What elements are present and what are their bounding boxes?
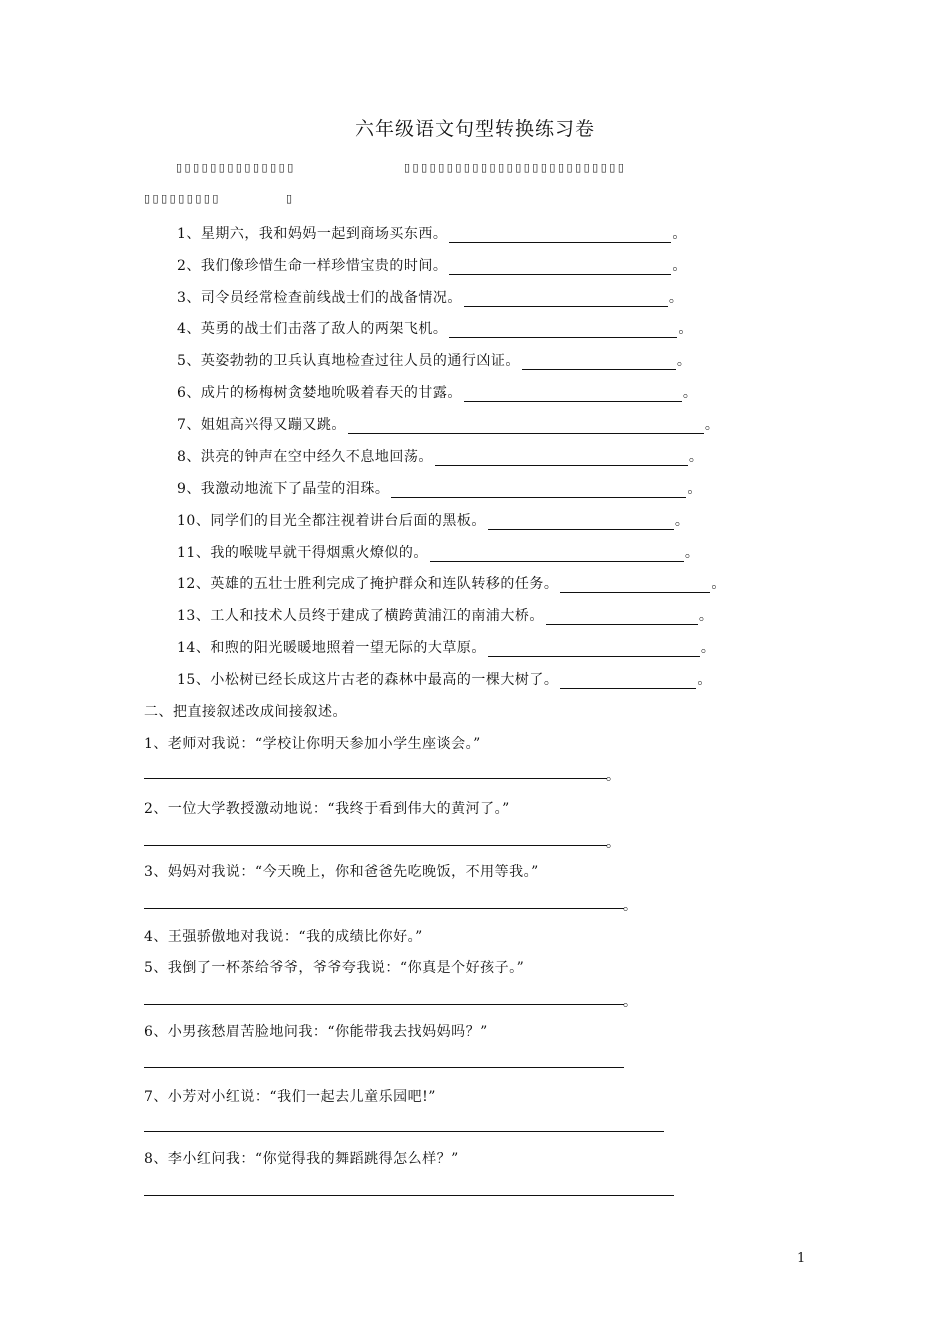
exercise-sentence: 8、李小红问我：“你觉得我的舞蹈跳得怎么样？” xyxy=(144,1151,459,1167)
period: 。 xyxy=(698,608,714,624)
exercise-sentence: 9、我激动地流下了晶莹的泪珠。 xyxy=(177,481,390,497)
exercise-sentence: 11、我的喉咙早就干得烟熏火燎似的。 xyxy=(177,545,428,561)
period: 。 xyxy=(688,449,704,465)
exercise-item xyxy=(177,446,703,466)
answer-blank[interactable] xyxy=(449,228,671,243)
exercise-sentence: 7、小芳对小红说：“我们一起去儿童乐园吧!” xyxy=(144,1089,436,1105)
exercise-sentence: 8、洪亮的钟声在空中经久不息地回荡。 xyxy=(177,449,433,465)
answer-blank[interactable] xyxy=(391,483,686,498)
exercise-sentence: 13、工人和技术人员终于建成了横跨黄浦江的南浦大桥。 xyxy=(177,608,544,624)
answer-line[interactable] xyxy=(144,908,624,909)
garbled-text: ▯ xyxy=(286,192,295,205)
answer-blank[interactable] xyxy=(488,642,700,657)
answer-blank[interactable] xyxy=(348,419,704,434)
exercise-sentence: 1、星期六，我和妈妈一起到商场买东西。 xyxy=(177,226,448,242)
period: 。 xyxy=(697,672,712,688)
exercise-sentence: 7、姐姐高兴得又蹦又跳。 xyxy=(177,417,346,433)
exercise-sentence: 4、英勇的战士们击落了敌人的两架飞机。 xyxy=(177,321,448,337)
answer-line[interactable] xyxy=(144,845,607,846)
period: 。 xyxy=(668,290,684,306)
period: 。 xyxy=(678,321,693,337)
answer-blank[interactable] xyxy=(560,674,696,689)
exercise-sentence: 2、一位大学教授激动地说：“我终于看到伟大的黄河了。” xyxy=(144,801,510,817)
period: 。 xyxy=(687,481,702,497)
exercise-sentence: 10、同学们的目光全都注视着讲台后面的黑板。 xyxy=(177,513,486,529)
answer-line[interactable] xyxy=(144,778,607,779)
exercise-item xyxy=(177,669,712,689)
period: 。 xyxy=(623,994,637,1010)
exercise-item xyxy=(177,287,683,307)
answer-blank[interactable] xyxy=(464,387,682,402)
answer-line[interactable] xyxy=(144,1067,624,1068)
period: 。 xyxy=(684,545,700,561)
period: 。 xyxy=(711,576,726,592)
exercise-sentence: 12、英雄的五壮士胜利完成了掩护群众和连队转移的任务。 xyxy=(177,576,559,592)
section-heading: 二、把直接叙述改成间接叙述。 xyxy=(144,704,347,720)
answer-blank[interactable] xyxy=(560,578,710,593)
garbled-text: ▯▯▯▯▯▯▯▯▯▯▯▯▯▯ xyxy=(176,161,296,174)
exercise-item xyxy=(177,637,715,657)
exercise-item xyxy=(177,605,713,625)
period: 。 xyxy=(704,417,720,433)
exercise-item xyxy=(177,223,687,243)
page-title: 六年级语文句型转换练习卷 xyxy=(354,118,595,140)
exercise-sentence: 3、司令员经常检查前线战士们的战备情况。 xyxy=(177,290,462,306)
period: 。 xyxy=(682,385,698,401)
exercise-item xyxy=(177,573,726,593)
period: 。 xyxy=(672,258,687,274)
exercise-item xyxy=(177,318,693,338)
exercise-sentence: 3、妈妈对我说：“今天晚上，你和爸爸先吃晚饭，不用等我。” xyxy=(144,864,539,880)
page-number: 1 xyxy=(797,1251,806,1266)
answer-blank[interactable] xyxy=(430,547,684,562)
period: 。 xyxy=(674,513,690,529)
period: 。 xyxy=(676,353,692,369)
answer-blank[interactable] xyxy=(449,323,677,338)
exercise-sentence: 6、成片的杨梅树贪婪地吮吸着春天的甘露。 xyxy=(177,385,462,401)
exercise-item xyxy=(177,382,697,402)
exercise-item xyxy=(177,542,699,562)
exercise-sentence: 14、和煦的阳光暖暖地照着一望无际的大草原。 xyxy=(177,640,486,656)
exercise-sentence: 6、小男孩愁眉苦脸地问我：“你能带我去找妈妈吗？” xyxy=(144,1024,488,1040)
period: 。 xyxy=(623,898,637,914)
garbled-text: ▯▯▯▯▯▯▯▯▯▯▯▯▯▯▯▯▯▯▯▯▯▯▯▯▯▯ xyxy=(404,161,627,174)
exercise-item xyxy=(177,510,689,530)
answer-blank[interactable] xyxy=(464,292,668,307)
garbled-text: ▯▯▯▯▯▯▯▯▯ xyxy=(144,192,221,205)
period: 。 xyxy=(606,768,620,784)
exercise-item xyxy=(177,350,691,370)
exercise-sentence: 2、我们像珍惜生命一样珍惜宝贵的时间。 xyxy=(177,258,448,274)
answer-blank[interactable] xyxy=(546,610,698,625)
exercise-item xyxy=(177,478,702,498)
exercise-item xyxy=(177,414,719,434)
exercise-sentence: 4、王强骄傲地对我说：“我的成绩比你好。” xyxy=(144,929,423,945)
period: 。 xyxy=(672,226,687,242)
answer-blank[interactable] xyxy=(435,451,688,466)
exercise-sentence: 15、小松树已经长成这片古老的森林中最高的一棵大树了。 xyxy=(177,672,559,688)
exercise-sentence: 5、我倒了一杯茶给爷爷，爷爷夸我说：“你真是个好孩子。” xyxy=(144,960,525,976)
period: 。 xyxy=(606,835,620,851)
answer-blank[interactable] xyxy=(449,260,671,275)
answer-blank[interactable] xyxy=(522,355,676,370)
exercise-item xyxy=(177,255,687,275)
answer-line[interactable] xyxy=(144,1131,664,1132)
exercise-sentence: 5、英姿勃勃的卫兵认真地检查过往人员的通行凶证。 xyxy=(177,353,520,369)
answer-line[interactable] xyxy=(144,1195,674,1196)
answer-blank[interactable] xyxy=(488,515,674,530)
exercise-sentence: 1、老师对我说：“学校让你明天参加小学生座谈会。” xyxy=(144,736,481,752)
period: 。 xyxy=(700,640,716,656)
answer-line[interactable] xyxy=(144,1004,624,1005)
